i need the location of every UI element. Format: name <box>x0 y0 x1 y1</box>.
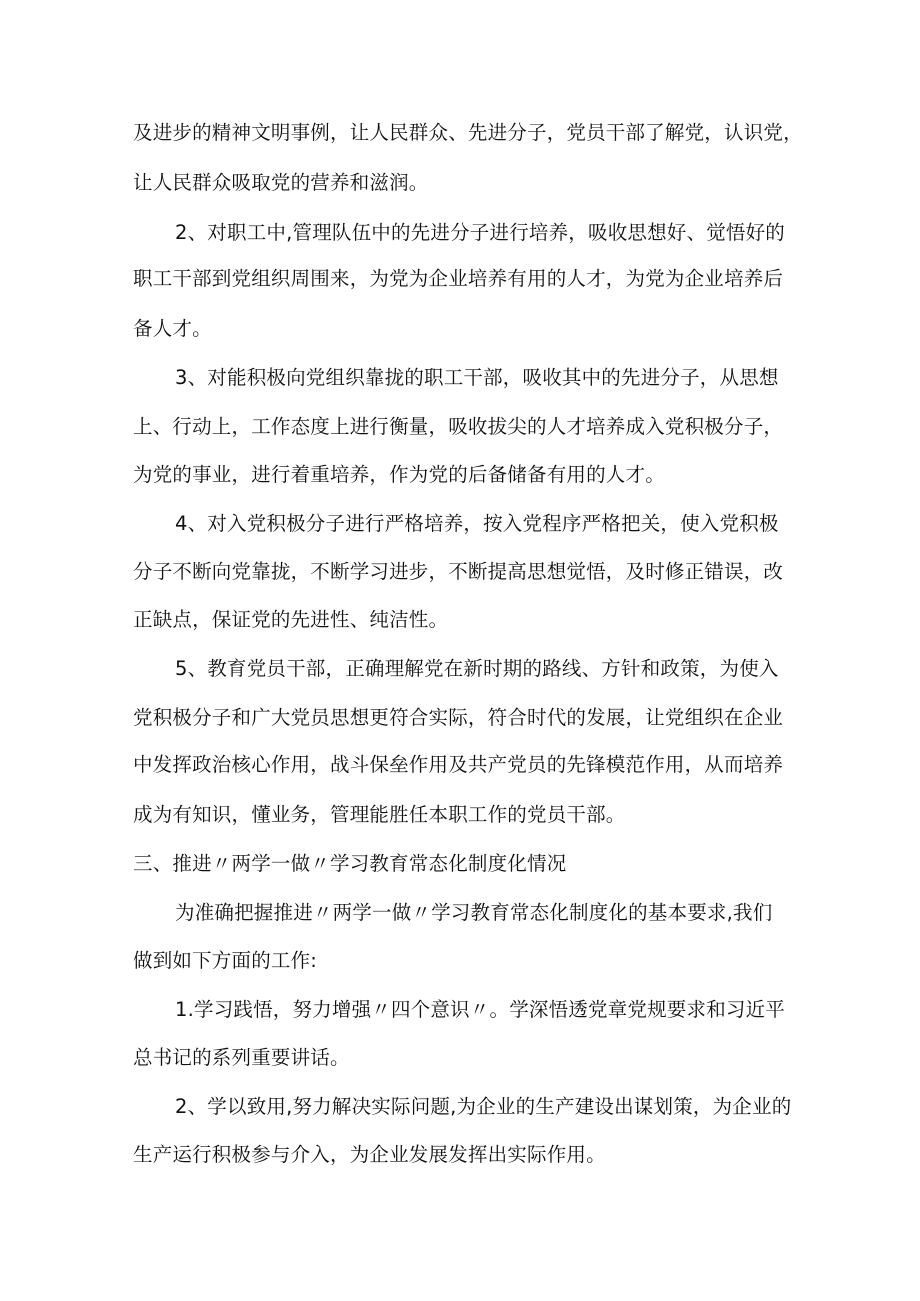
paragraph-line: 2、对职工中,管理队伍中的先进分子进行培养，吸收思想好、觉悟好的 <box>175 221 786 244</box>
section-heading: 三、推进〃两学一做〃学习教育常态化制度化情况 <box>133 852 567 875</box>
paragraph-line: 上、行动上，工作态度上进行衡量，吸收拔尖的人才培养成入党积极分子， <box>133 415 784 438</box>
paragraph-line: 及进步的精神文明事例，让人民群众、先进分子，党员干部了解党，认识党， <box>133 121 803 144</box>
paragraph-line: 1.学习践悟，努力增强〃四个意识〃。学深悟透党章党规要求和习近平 <box>175 998 786 1021</box>
paragraph-line: 总书记的系列重要讲话。 <box>133 1046 350 1069</box>
paragraph-line: 备人才。 <box>133 317 212 340</box>
paragraph-line: 做到如下方面的工作: <box>133 949 318 972</box>
paragraph-line: 正缺点，保证党的先进性、纯洁性。 <box>133 608 449 631</box>
paragraph-line: 5、教育党员干部，正确理解党在新时期的路线、方针和政策，为使入 <box>175 657 779 680</box>
paragraph-line: 成为有知识，懂业务，管理能胜任本职工作的党员干部。 <box>133 803 626 826</box>
paragraph-line: 为准确把握推进〃两学一做〃学习教育常态化制度化的基本要求,我们 <box>175 901 773 924</box>
paragraph-line: 生产运行积极参与介入，为企业发展发挥出实际作用。 <box>133 1143 606 1166</box>
paragraph-line: 为党的事业，进行着重培养，作为党的后备储备有用的人才。 <box>133 463 665 486</box>
paragraph-line: 党积极分子和广大党员思想更符合实际，符合时代的发展，让党组织在企业 <box>133 706 784 729</box>
paragraph-line: 3、对能积极向党组织靠拢的职工干部，吸收其中的先进分子，从思想 <box>175 366 779 389</box>
paragraph-line: 2、学以致用,努力解决实际问题,为企业的生产建设出谋划策，为企业的 <box>175 1095 792 1118</box>
paragraph-line: 分子不断向党靠拢，不断学习进步，不断提高思想觉悟，及时修正错误，改 <box>133 560 784 583</box>
paragraph-line: 中发挥政治核心作用，战斗保垒作用及共产党员的先锋模范作用，从而培养 <box>133 753 784 776</box>
paragraph-line: 4、对入党积极分子进行严格培养，按入党程序严格把关，使入党积极 <box>175 512 779 535</box>
paragraph-line: 职工干部到党组织周围来，为党为企业培养有用的人才，为党为企业培养后 <box>133 267 784 290</box>
paragraph-line: 让人民群众吸取党的营养和滋润。 <box>133 171 429 194</box>
